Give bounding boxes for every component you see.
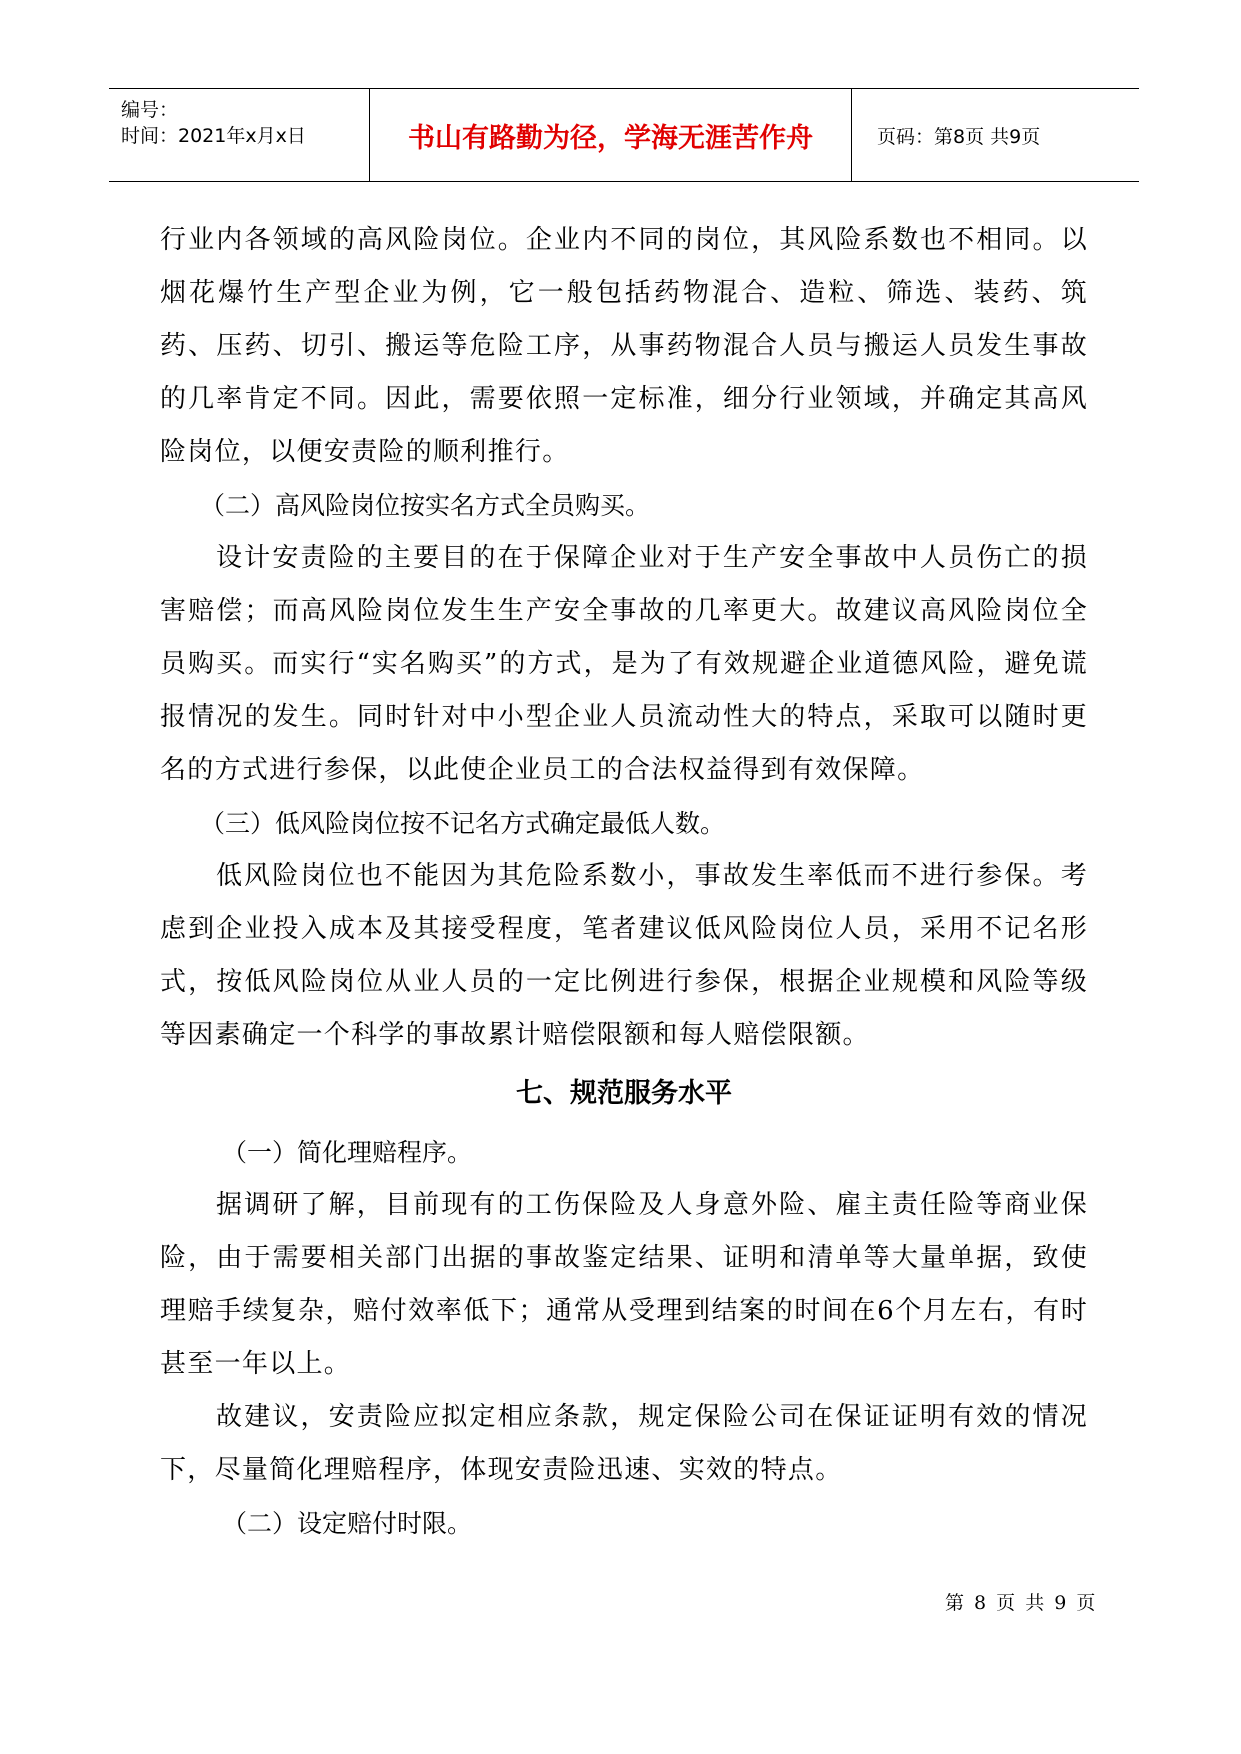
subheading-2: （二）高风险岗位按实名方式全员购买。 <box>200 491 651 520</box>
paragraph-1: 行业内各领域的高风险岗位。企业内不同的岗位，其风险系数也不相同。以烟花爆竹生产型企业为例，它一般包括药物混合、造粒、筛选、装药、筑药、压药、切引、搬运等危险工序，从事药物混合人员与搬运人员发生事故的几率肯定不同。因此，需要依照一定标准，细分行业领域，并确定其高风险岗位，以便安责险的顺利推行。 <box>160 225 1088 467</box>
number-label: 编号： <box>121 99 179 121</box>
subheading-3: （三）低风险岗位按不记名方式确定最低人数。 <box>200 809 726 838</box>
header-page-info: 页码：第8页 共9页 <box>877 125 1041 148</box>
subheading-4: （一）简化理赔程序。 <box>222 1138 473 1167</box>
header-table <box>109 88 1139 182</box>
subheading-5: （二）设定赔付时限。 <box>222 1509 473 1538</box>
document-body <box>160 214 1088 1550</box>
header-motto: 书山有路勤为径，学海无涯苦作舟 <box>370 89 852 181</box>
paragraph-2: 设计安责险的主要目的在于保障企业对于生产安全事故中人员伤亡的损害赔偿；而高风险岗位发生生产安全事故的几率更大。故建议高风险岗位全员购买。而实行“实名购买”的方式，是为了有效规避企业道德风险，避免谎报情况的发生。同时针对中小型企业人员流动性大的特点，采取可以随时更名的方式进行参保，以此使企业员工的合法权益得到有效保障。 <box>160 543 1088 785</box>
page-footer: 第 8 页 共 9 页 <box>945 1592 1098 1614</box>
paragraph-3: 低风险岗位也不能因为其危险系数小，事故发生率低而不进行参保。考虑到企业投入成本及其接受程度，笔者建议低风险岗位人员，采用不记名形式，按低风险岗位从业人员的一定比例进行参保，根据企业规模和风险等级等因素确定一个科学的事故累计赔偿限额和每人赔偿限额。 <box>160 861 1088 1050</box>
paragraph-5: 故建议，安责险应拟定相应条款，规定保险公司在保证证明有效的情况下，尽量简化理赔程序，体现安责险迅速、实效的特点。 <box>160 1402 1088 1485</box>
time-label: 时间：2021年x月x日 <box>121 125 306 147</box>
paragraph-4: 据调研了解，目前现有的工伤保险及人身意外险、雇主责任险等商业保险，由于需要相关部门出据的事故鉴定结果、证明和清单等大量单据，致使理赔手续复杂，赔付效率低下；通常从受理到结案的时间在6个月左右，有时甚至一年以上。 <box>160 1190 1088 1379</box>
header-left-cell <box>109 89 370 181</box>
section-title: 七、规范服务水平 <box>516 1078 732 1109</box>
